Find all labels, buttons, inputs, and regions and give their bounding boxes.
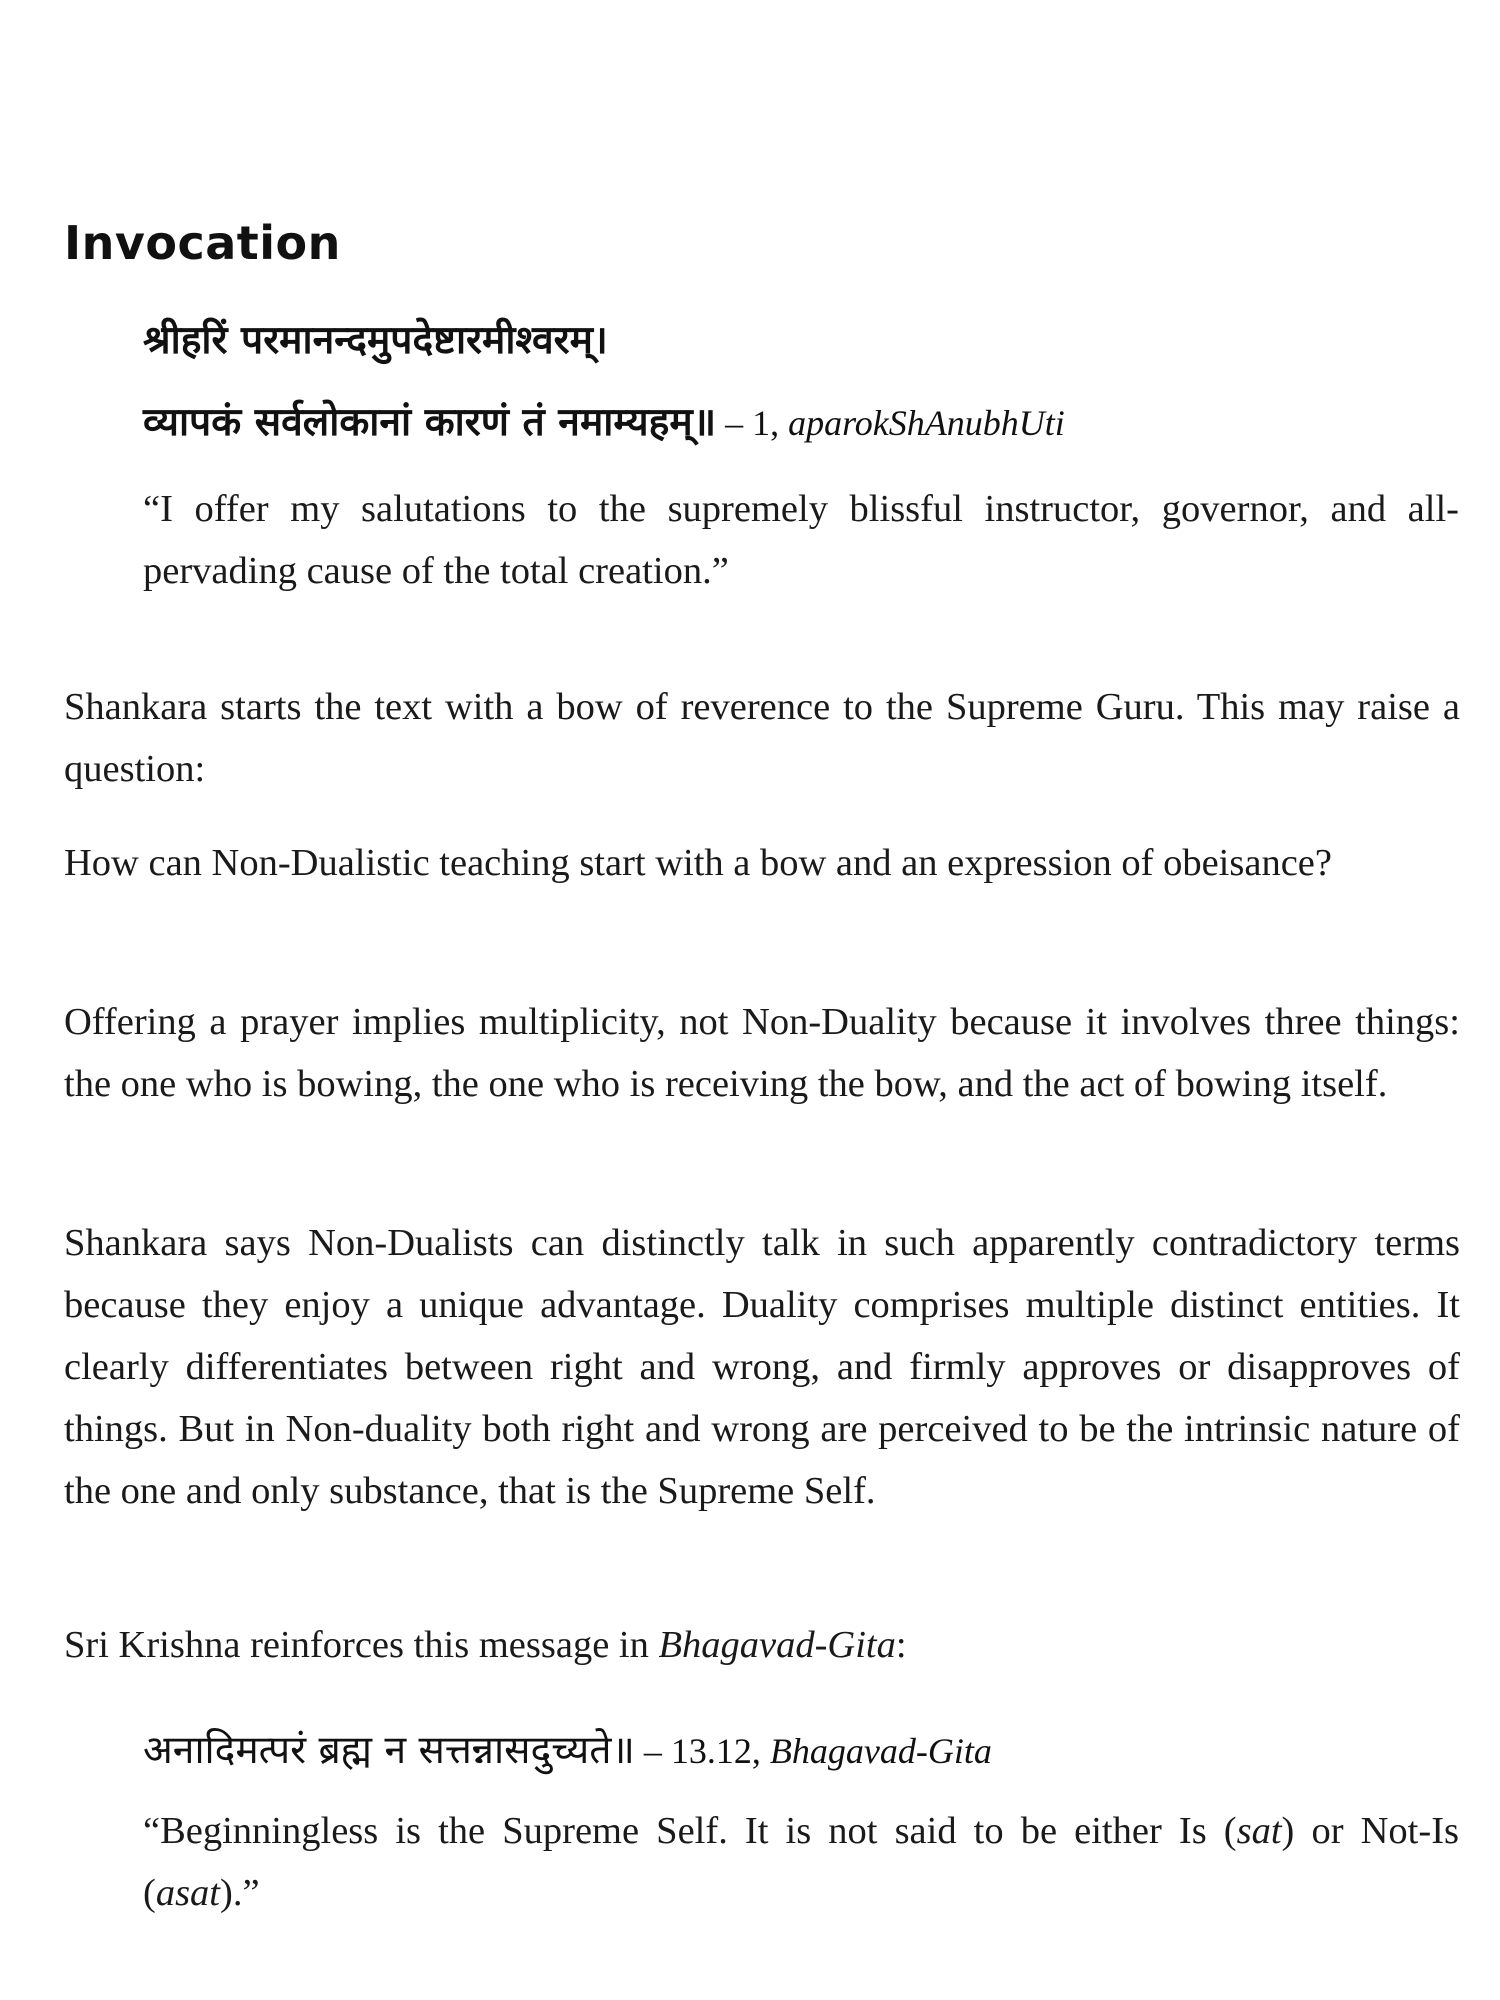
paragraph-3: Offering a prayer implies multiplicity, not Non-Duality because it involves three things: the one who is bowing, the one who is receiving the bow, and the act of bowing itself. [64,1001,1460,1105]
section-heading: Invocation [64,216,341,270]
paragraph-2: How can Non-Dualistic teaching start with a bow and an expression of obeisance? [64,842,1332,884]
sanskrit-verse-gita [143,1722,992,1775]
gita-citation-source: Bhagavad-Gita [769,1731,992,1771]
gita-translation-part3: ).” [220,1872,260,1914]
gita-citation-number: – 13.12, [634,1731,770,1771]
sanskrit-verse-line-1: श्रीहरिं परमानन्दमुपदेष्टारमीश्वरम्। [143,318,608,363]
sanskrit-verse-line-2 [143,394,1065,447]
term-asat: asat [155,1872,221,1914]
gita-translation-part1: “Beginningless is the Supreme Self. It is not said to be either Is ( [143,1810,1237,1852]
gita-translation-part2: ) or Not-Is ( [143,1810,1459,1914]
krishna-intro [64,1614,1460,1676]
verse-citation [716,403,1065,443]
citation-number: – 1, [716,403,789,443]
term-sat: sat [1236,1810,1282,1852]
gita-citation [635,1731,992,1771]
sanskrit-verse-text: व्यापकं सर्वलोकानां कारणं तं नमाम्यहम्॥ [143,400,717,445]
gita-translation [143,1800,1459,1924]
verse-translation: “I offer my salutations to the supremely blissful instructor, governor, and all-pervading cause of the total creation.” [143,488,1459,592]
paragraph-1: Shankara starts the text with a bow of reverence to the Supreme Guru. This may raise a question: [64,686,1460,790]
krishna-intro-text: Sri Krishna reinforces this message in [64,1624,659,1666]
krishna-intro-source: Bhagavad-Gita [658,1624,896,1666]
sanskrit-verse-gita-text: अनादिमत्परं ब्रह्म न सत्तन्नासदुच्यते॥ [143,1728,635,1773]
krishna-intro-suffix: : [895,1624,907,1666]
citation-source: aparokShAnubhUti [788,403,1065,443]
paragraph-4: Shankara says Non-Dualists can distinctly talk in such apparently contradictory terms because they enjoy a unique advantage. Duality comprises multiple distinct entities. It clearly differentiates between right and wrong, and firmly approves or disapproves of things. But in Non-duality both right and wrong are perceived to be the intrinsic nature of the one and only substance, that is the Supreme Self. [64,1222,1460,1512]
